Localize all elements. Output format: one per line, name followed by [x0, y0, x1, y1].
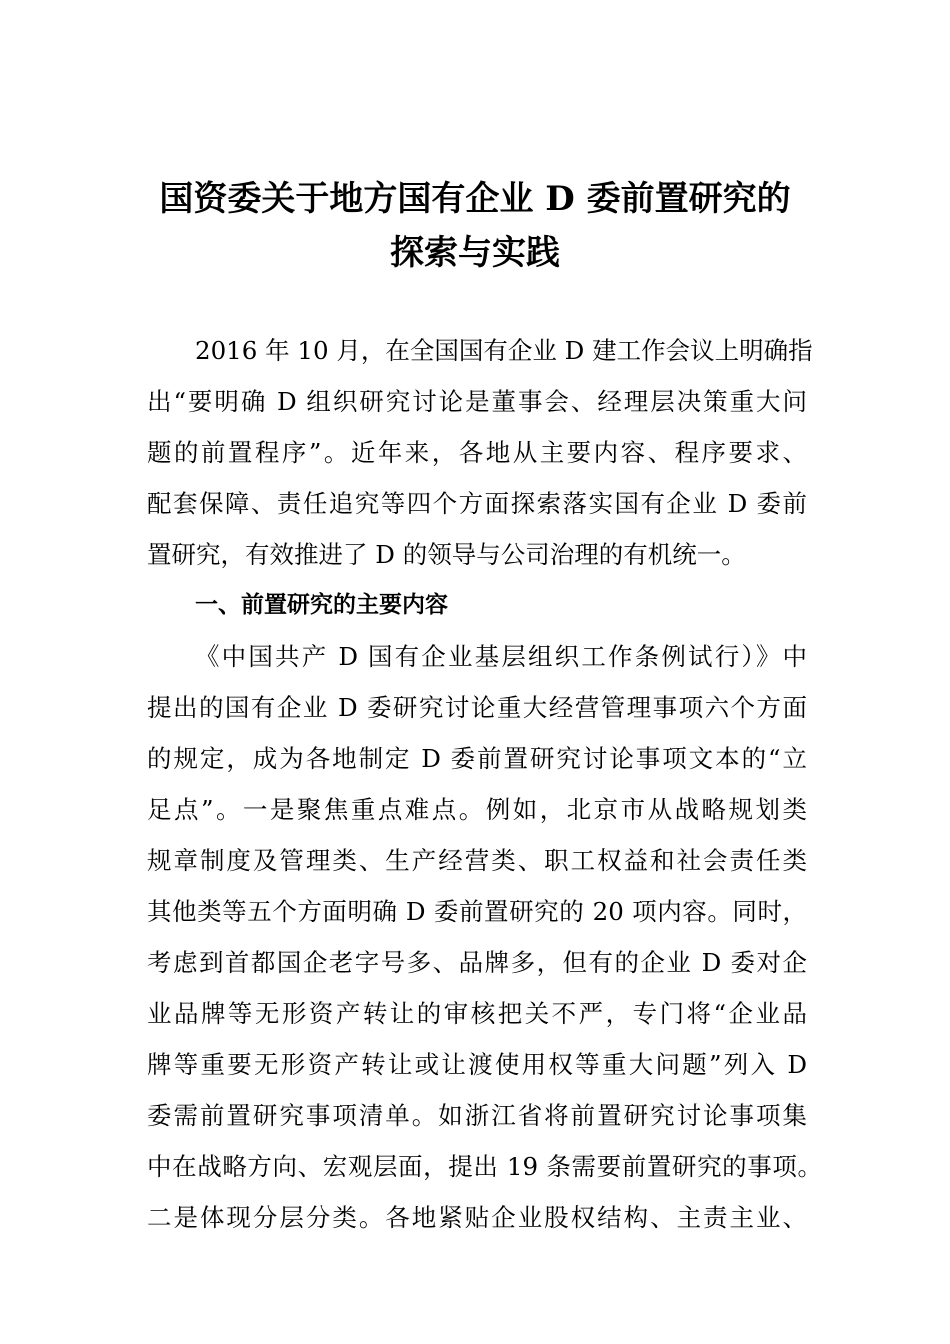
paragraph-1-line-5: 置研究，有效推进了 D 的领导与公司治理的有机统一。 — [147, 540, 746, 569]
paragraph-2-line-8: 业品牌等无形资产转让的审核把关不严，专门将“企业品 — [147, 999, 807, 1028]
paragraph-2-line-2: 提出的国有企业 D 委研究讨论重大经营管理事项六个方面 — [147, 693, 807, 722]
paragraph-2-line-3: 的规定，成为各地制定 D 委前置研究讨论事项文本的“立 — [147, 744, 807, 773]
paragraph-1-line-4: 配套保障、责任追究等四个方面探索落实国有企业 D 委前 — [147, 489, 807, 518]
paragraph-1-line-1: 2016 年 10 月，在全国国有企业 D 建工作会议上明确指 — [195, 336, 813, 365]
document-title — [110, 172, 840, 280]
title-line-2: 探索与实践 — [390, 233, 560, 273]
paragraph-2-line-10: 委需前置研究事项清单。如浙江省将前置研究讨论事项集 — [147, 1101, 807, 1130]
paragraph-1-line-2: 出“要明确 D 组织研究讨论是董事会、经理层决策重大问 — [147, 387, 807, 416]
paragraph-2-line-5: 规章制度及管理类、生产经营类、职工权益和社会责任类 — [147, 846, 807, 875]
paragraph-2-line-12: 二是体现分层分类。各地紧贴企业股权结构、主责主业、 — [147, 1203, 807, 1232]
paragraph-2-line-9: 牌等重要无形资产转让或让渡使用权等重大问题”列入 D — [147, 1050, 807, 1079]
paragraph-2-line-6: 其他类等五个方面明确 D 委前置研究的 20 项内容。同时， — [147, 897, 807, 926]
section-heading: 一、前置研究的主要内容 — [195, 592, 448, 618]
title-line-1: 国资委关于地方国有企业 D 委前置研究的 — [159, 179, 791, 219]
paragraph-2-line-4: 足点”。一是聚焦重点难点。例如，北京市从战略规划类 — [147, 795, 807, 824]
paragraph-2-line-1: 《中国共产 D 国有企业基层组织工作条例试行）》中 — [195, 642, 807, 671]
paragraph-2-line-11: 中在战略方向、宏观层面，提出 19 条需要前置研究的事项。 — [147, 1152, 822, 1181]
paragraph-1-line-3: 题的前置程序”。近年来，各地从主要内容、程序要求、 — [147, 438, 807, 467]
paragraph-2-line-7: 考虑到首都国企老字号多、品牌多，但有的企业 D 委对企 — [147, 948, 807, 977]
